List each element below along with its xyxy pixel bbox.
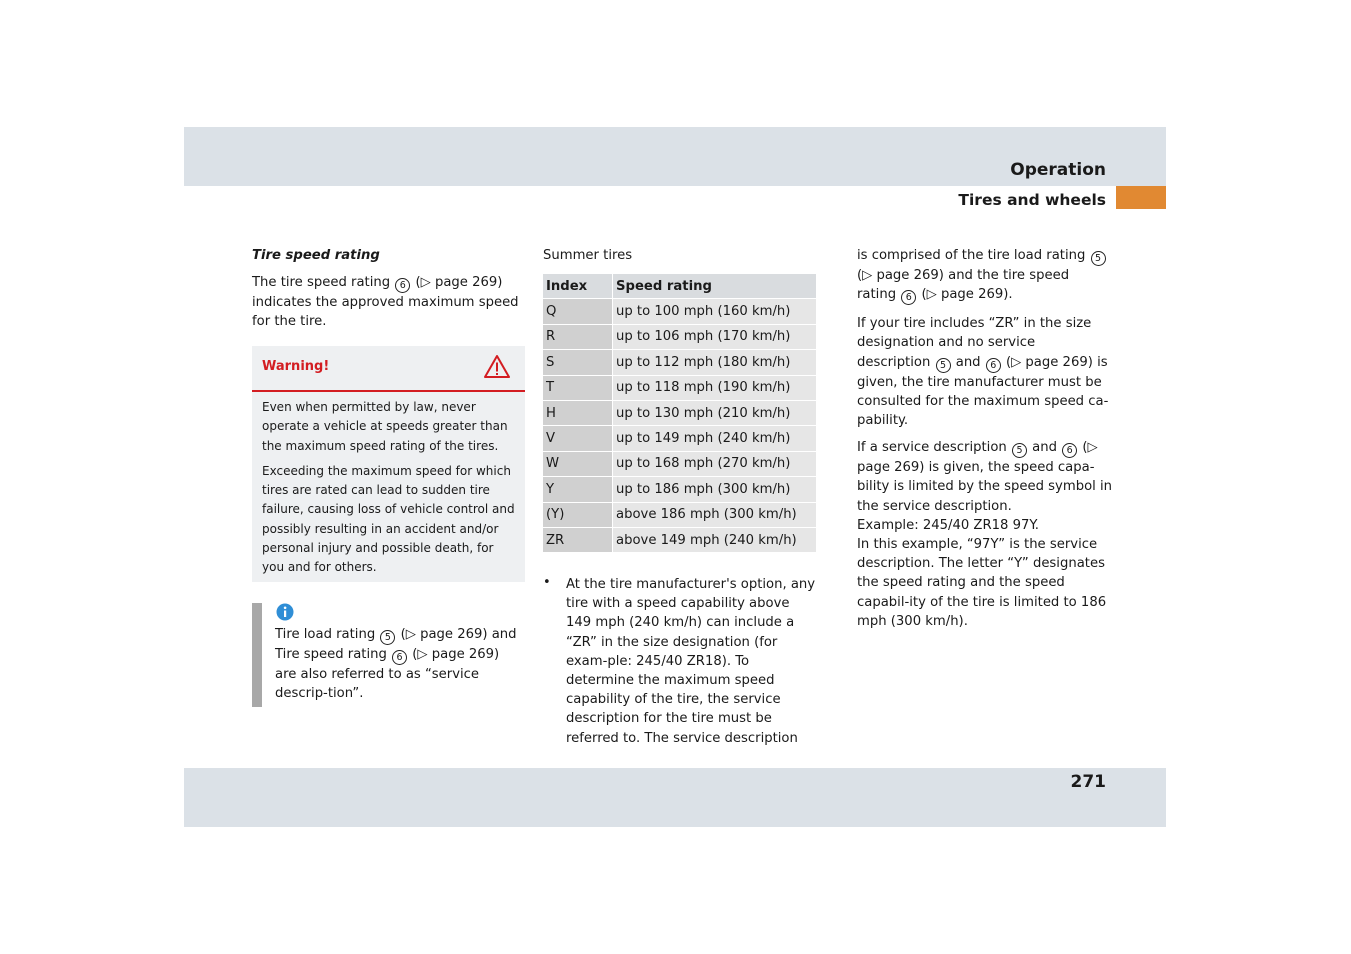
warning-paragraph-2: Exceeding the maximum speed for which tires are rated can lead to sudden tire failure, causing loss of vehicle control and possibly resulting in an accident and/or personal injury and possible death, for you and for others. [262, 463, 515, 575]
warning-paragraph-1: Even when permitted by law, never operate a vehicle at speeds greater than the maximum speed rating of the tires. [262, 400, 508, 453]
ref-number-5: 5 [936, 358, 951, 373]
speed-cell: above 149 mph (240 km/h) [613, 527, 817, 552]
speed-cell: up to 168 mph (270 km/h) [613, 451, 817, 476]
column-header-speed-rating: Speed rating [613, 274, 817, 299]
speed-cell: up to 106 mph (170 km/h) [613, 324, 817, 349]
paragraph-service-description [857, 246, 1112, 305]
speed-cell: above 186 mph (300 km/h) [613, 502, 817, 527]
speed-rating-table [543, 274, 816, 553]
bullet-text: At the tire manufacturer's option, any tire with a speed capability above 149 mph (240 km/h) can include a “ZR” in the size designation (for exam-ple: 245/40 ZR18). To determine the maximum speed capability of the tire, the service description for the tire must be referred to. The service description [566, 577, 816, 746]
index-cell: ZR [543, 527, 613, 552]
index-cell: S [543, 350, 613, 375]
warning-title: Warning! [262, 359, 330, 374]
speed-cell: up to 100 mph (160 km/h) [613, 299, 817, 324]
index-cell: W [543, 451, 613, 476]
tire-speed-rating-heading: Tire speed rating [252, 248, 380, 263]
ref-number-6: 6 [392, 650, 407, 665]
speed-cell: up to 186 mph (300 km/h) [613, 477, 817, 502]
index-cell: V [543, 426, 613, 451]
footer-band [184, 768, 1166, 827]
p2-text-a: If your tire includes “ZR” in the size designation and no service description [857, 316, 1092, 370]
paragraph-zr [857, 314, 1112, 430]
table-caption: Summer tires [543, 248, 633, 263]
ref-number-5: 5 [380, 630, 395, 645]
speed-cell: up to 112 mph (180 km/h) [613, 350, 817, 375]
info-text-c: (▷ page 269) are also referred to as “service descrip-tion”. [275, 647, 500, 702]
p2-text-c: (▷ page 269) is given, the tire manufacturer must be consulted for the maximum speed ca-pability. [857, 354, 1109, 429]
ref-number-5: 5 [1012, 443, 1027, 458]
p1-text-b: (▷ page 269) and the tire speed rating [857, 268, 1070, 303]
p1-text-a: is comprised of the tire load rating [857, 248, 1086, 263]
paragraph-example-explained: In this example, “97Y” is the service description. The letter “Y” designates the speed rating and the speed capabil-ity of the tire is limited to 186 mph (300 km/h). [857, 537, 1107, 629]
ref-number-6: 6 [986, 358, 1001, 373]
table-row [543, 299, 816, 324]
table-row [543, 400, 816, 425]
table-row [543, 350, 816, 375]
section-marker [1116, 186, 1166, 209]
page-number: 271 [1070, 772, 1106, 792]
column-left [252, 246, 525, 331]
ref-number-6: 6 [395, 278, 410, 293]
paragraph-service-given [857, 438, 1112, 516]
speed-cell: up to 149 mph (240 km/h) [613, 426, 817, 451]
intro-text-b: (▷ page 269) indicates the approved maximum speed for the tire. [252, 275, 519, 330]
p1-text-c: (▷ page 269). [921, 287, 1013, 303]
ref-number-6: 6 [1062, 443, 1077, 458]
speed-cell: up to 118 mph (190 km/h) [613, 375, 817, 400]
p3-text-a: If a service description [857, 440, 1007, 456]
subsection-title: Tires and wheels [958, 191, 1106, 209]
info-icon [276, 603, 294, 621]
column-middle [543, 246, 816, 265]
intro-text-a: The tire speed rating [252, 275, 391, 290]
paragraph-example: Example: 245/40 ZR18 97Y. [857, 517, 1039, 533]
p3-text-c: (▷ page 269) is given, the speed capa-bility is limited by the speed symbol in the service description. [857, 440, 1113, 514]
ref-number-5: 5 [1091, 251, 1106, 266]
bullet-item [543, 575, 816, 748]
index-cell: H [543, 400, 613, 425]
column-header-index: Index [543, 274, 613, 299]
index-cell: R [543, 324, 613, 349]
warning-triangle-icon [483, 354, 511, 379]
table-row [543, 477, 816, 502]
index-cell: Q [543, 299, 613, 324]
table-row [543, 426, 816, 451]
section-title: Operation [1010, 160, 1106, 180]
ref-number-6: 6 [901, 290, 916, 305]
index-cell: Y [543, 477, 613, 502]
column-right [857, 246, 1112, 631]
index-cell: (Y) [543, 502, 613, 527]
info-text-b: (▷ page 269) and Tire speed rating [275, 627, 517, 662]
info-text [275, 625, 523, 703]
speed-cell: up to 130 mph (210 km/h) [613, 400, 817, 425]
info-bar [252, 603, 262, 707]
table-row [543, 527, 816, 552]
p3-text-b: and [1032, 440, 1057, 456]
intro-paragraph [252, 273, 525, 331]
warning-header [252, 346, 525, 392]
table-row [543, 502, 816, 527]
index-cell: T [543, 375, 613, 400]
warning-box [252, 346, 525, 582]
info-text-a: Tire load rating [275, 627, 376, 642]
p2-text-b: and [955, 354, 981, 370]
table-row [543, 324, 816, 349]
warning-body [252, 392, 525, 578]
table-header-row [543, 274, 816, 299]
table-row [543, 375, 816, 400]
table-row [543, 451, 816, 476]
info-note [252, 603, 525, 707]
bullet-dot: • [543, 575, 551, 590]
